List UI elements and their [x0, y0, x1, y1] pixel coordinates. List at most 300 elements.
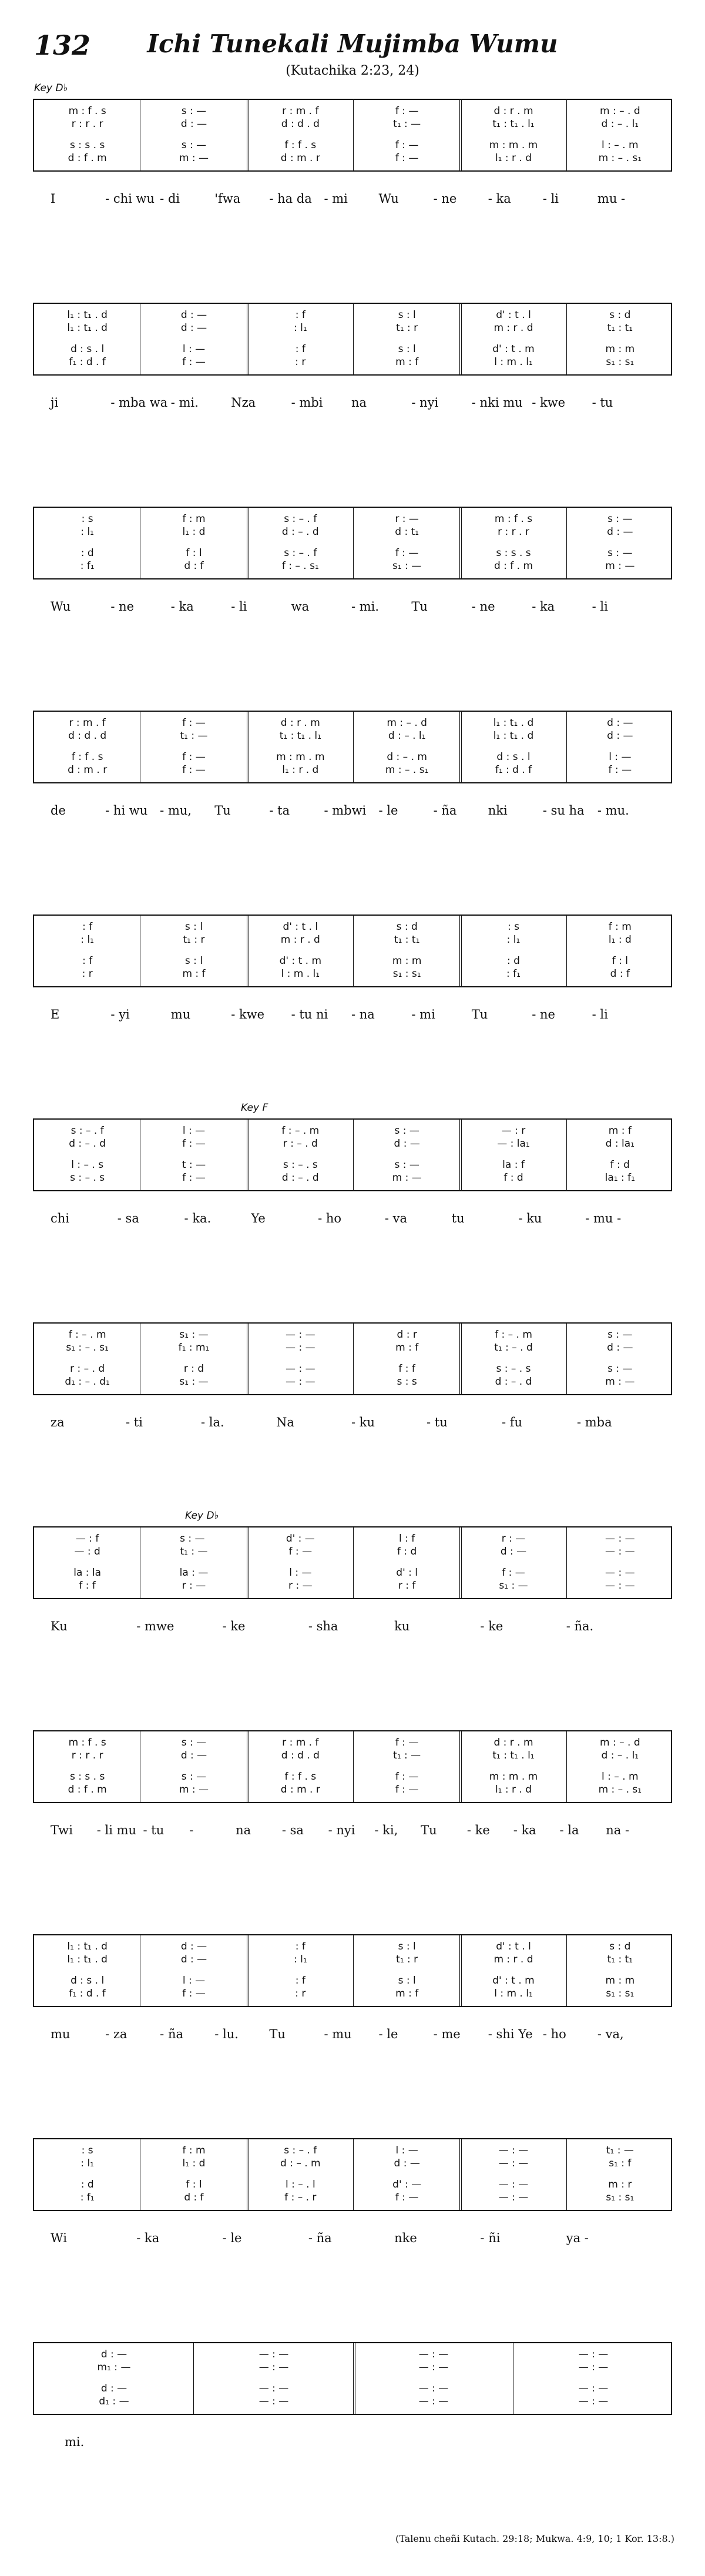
solfa-cell: f : —	[182, 356, 206, 368]
lyric-syllable: - mbwi	[324, 803, 367, 818]
voice-row	[34, 1940, 671, 1953]
solfa-cell: s : s . s	[70, 1771, 105, 1783]
lyric-syllable: - su ha	[542, 803, 585, 818]
voice-row	[34, 729, 671, 742]
solfa-cell: — : —	[286, 1363, 315, 1375]
solfa-cell: m : f	[182, 968, 206, 980]
solfa-cell: f : —	[395, 1784, 419, 1796]
solfa-cell: f : f . s	[284, 139, 317, 151]
lyric-syllable: - mi.	[170, 396, 199, 410]
solfa-cell: f : – . m	[281, 1125, 320, 1137]
solfa-cell: : f₁	[80, 2192, 95, 2203]
solfa-cell: — : r	[501, 1125, 526, 1137]
lyric-syllable: Tu	[471, 1007, 488, 1021]
solfa-cell: d : – . d	[281, 526, 319, 538]
solfa-cell: t₁ : t₁	[607, 1954, 633, 1965]
solfa-cell: m : m	[605, 343, 635, 355]
solfa-cell: s : —	[394, 1159, 419, 1171]
solfa-cell: l : – . m	[602, 1771, 639, 1783]
solfa-cell: f : —	[608, 764, 632, 776]
music-system	[33, 507, 672, 579]
lyric-syllable: - nyi	[328, 1823, 355, 1837]
voice-row	[34, 547, 671, 560]
voice-row	[34, 118, 671, 130]
voice-row	[34, 716, 671, 729]
lyric-syllable: - li	[542, 192, 559, 206]
lyric-syllable: - mu,	[160, 803, 192, 818]
solfa-cell: : f₁	[80, 560, 95, 572]
solfa-cell: d₁ : —	[99, 2396, 129, 2407]
solfa-cell: — : —	[498, 2192, 529, 2203]
solfa-cell: s : – . f	[70, 1125, 104, 1137]
solfa-cell: — : —	[578, 2396, 609, 2407]
solfa-cell: : s	[81, 2145, 93, 2156]
voice-row	[34, 2382, 671, 2395]
lyric-syllable: ya -	[566, 2231, 589, 2245]
solfa-cell: — : —	[258, 2383, 289, 2394]
solfa-cell: f₁ : m₁	[178, 1342, 210, 1354]
solfa-cell: l₁ : t₁ . d	[493, 730, 534, 742]
voice-row	[34, 1749, 671, 1762]
solfa-cell: l₁ : t₁ . d	[67, 1941, 108, 1952]
lyric-syllable: E	[51, 1007, 60, 1021]
lyric-syllable: - mbi	[291, 396, 323, 410]
solfa-cell: d : r	[397, 1329, 417, 1341]
solfa-cell: — : —	[605, 1533, 635, 1545]
solfa-cell: l₁ : r . d	[495, 1784, 532, 1796]
voice-row	[34, 1158, 671, 1171]
solfa-cell: d : —	[180, 1750, 207, 1761]
lyric-syllable: - ku	[351, 1415, 375, 1429]
solfa-cell: s₁ : s₁	[606, 356, 634, 368]
solfa-cell: t₁ : —	[393, 1750, 421, 1761]
solfa-cell: d : —	[607, 717, 633, 729]
solfa-cell: r : —	[501, 1533, 526, 1545]
solfa-cell: la : f	[502, 1159, 525, 1171]
solfa-cell: m : f . s	[68, 1737, 106, 1748]
solfa-cell: d : m . r	[68, 764, 108, 776]
voice-row	[34, 1770, 671, 1783]
solfa-cell: s : l	[184, 955, 203, 967]
solfa-cell: s : – . s	[496, 1363, 531, 1375]
solfa-cell: f : —	[182, 1138, 206, 1150]
solfa-cell: s : —	[394, 1125, 419, 1137]
solfa-cell: s₁ : s₁	[606, 2192, 634, 2203]
voice-row	[34, 920, 671, 933]
solfa-cell: f : d	[397, 1546, 417, 1557]
solfa-cell: r : —	[395, 513, 419, 525]
lyric-syllable: - le	[222, 2231, 242, 2245]
solfa-cell: s : —	[181, 139, 207, 151]
solfa-cell: d : m . r	[280, 152, 320, 164]
lyric-syllable: za	[51, 1415, 65, 1429]
solfa-cell: d : – . d	[495, 1376, 532, 1388]
lyric-syllable: - ka.	[184, 1211, 212, 1225]
solfa-cell: l₁ : d	[608, 934, 632, 946]
voice-row	[34, 2348, 671, 2361]
lyric-syllable: - me	[433, 2027, 461, 2041]
solfa-cell: f : – . m	[495, 1329, 532, 1341]
solfa-cell: — : —	[286, 1342, 315, 1354]
lyric-syllable: - tu	[592, 396, 613, 410]
solfa-cell: f : —	[288, 1546, 313, 1557]
lyric-syllable: - ñi	[480, 2231, 501, 2245]
solfa-cell: s : l	[398, 1941, 416, 1952]
solfa-cell: d : – . m	[280, 2158, 321, 2169]
solfa-cell: m : f	[395, 1988, 419, 1999]
lyric-syllable: Twi	[51, 1823, 73, 1837]
lyric-syllable: - ña	[433, 803, 457, 818]
solfa-cell: d : s . l	[70, 1975, 105, 1987]
solfa-cell: f : l	[612, 955, 628, 967]
solfa-cell: d' : t . l	[496, 309, 531, 321]
lyric-syllable: - shi Ye	[488, 2027, 533, 2041]
lyric-syllable: - ha da	[269, 192, 312, 206]
solfa-cell: s : – . f	[284, 2145, 317, 2156]
solfa-cell: d : r . m	[494, 1737, 533, 1748]
solfa-cell: — : —	[418, 2349, 449, 2360]
lyric-syllable: - li	[592, 599, 608, 614]
lyric-syllable: - ne	[532, 1007, 555, 1021]
voice-row	[34, 1579, 671, 1592]
voice-row	[34, 954, 671, 967]
footnote: (Talenu cheñi Kutach. 29:18; Mukwa. 4:9, 10; 1 Kor. 13:8.)	[395, 2533, 674, 2544]
solfa-cell: — : —	[418, 2361, 449, 2373]
lyric-syllable: nki	[488, 803, 508, 818]
solfa-cell: s₁ : – . s₁	[66, 1342, 109, 1354]
solfa-cell: s : l	[398, 343, 416, 355]
lyric-syllable: - ne	[433, 192, 457, 206]
solfa-cell: la : la	[73, 1567, 102, 1579]
solfa-cell: r : —	[182, 1580, 206, 1592]
voice-row	[34, 1974, 671, 1987]
solfa-cell: f : —	[182, 751, 206, 763]
solfa-cell: t₁ : t₁ . l₁	[279, 730, 321, 742]
lyric-syllable: - nyi	[411, 396, 439, 410]
solfa-cell: d : —	[180, 1954, 207, 1965]
lyric-syllable: - mba	[577, 1415, 612, 1429]
lyric-syllable: Tu	[214, 803, 231, 818]
solfa-cell: l : m . l₁	[494, 1988, 533, 1999]
voice-row	[34, 1545, 671, 1558]
solfa-cell: d' : —	[392, 2179, 422, 2190]
lyric-syllable: 'fwa	[214, 192, 241, 206]
lyric-syllable: - mwe	[136, 1619, 174, 1633]
solfa-cell: s : l	[184, 921, 203, 933]
lyric-syllable: mu	[51, 2027, 70, 2041]
lyric-syllable: Wu	[51, 599, 71, 614]
lyric-syllable: - va,	[597, 2027, 624, 2041]
lyric-syllable: na -	[606, 1823, 630, 1837]
voice-row	[34, 1137, 671, 1150]
lyric-syllable: - za	[105, 2027, 127, 2041]
voice-row	[34, 152, 671, 165]
lyric-syllable: ji	[51, 396, 59, 410]
scripture-reference: (Kutachika 2:23, 24)	[286, 63, 419, 78]
solfa-cell: f : —	[502, 1567, 525, 1579]
lyric-syllable: Ye	[251, 1211, 266, 1225]
lyric-syllable: - li	[592, 1007, 608, 1021]
solfa-cell: m : f . s	[494, 513, 533, 525]
voice-row	[34, 2191, 671, 2204]
solfa-cell: d : —	[180, 309, 207, 321]
solfa-cell: : d	[80, 2179, 94, 2190]
solfa-cell: t₁ : r	[396, 1954, 418, 1965]
lyric-syllable: - mba wa	[110, 396, 168, 410]
solfa-cell: f : – . r	[284, 2192, 317, 2203]
solfa-cell: m : r . d	[494, 322, 533, 334]
lyric-syllable: Na	[276, 1415, 294, 1429]
solfa-cell: l : m . l₁	[494, 356, 533, 368]
lyric-syllable: - la	[559, 1823, 579, 1837]
solfa-cell: f : – . s₁	[281, 560, 319, 572]
solfa-cell: l : – . m	[602, 139, 639, 151]
lyric-syllable: mu -	[597, 192, 626, 206]
music-system	[33, 2138, 672, 2211]
solfa-cell: f : d	[610, 1159, 630, 1171]
solfa-cell: m : f . s	[68, 105, 106, 117]
lyric-syllable: - mu.	[597, 803, 629, 818]
solfa-cell: d' : t . m	[279, 955, 322, 967]
solfa-cell: s : – . s	[283, 1159, 318, 1171]
solfa-cell: r : – . d	[70, 1363, 105, 1375]
solfa-cell: d : —	[100, 2383, 127, 2394]
solfa-cell: f : —	[395, 139, 419, 151]
solfa-cell: : r	[295, 1988, 306, 1999]
lyric-syllable: - ke	[480, 1619, 503, 1633]
lyric-syllable: tu	[451, 1211, 465, 1225]
solfa-cell: d : —	[607, 526, 633, 538]
solfa-cell: m : m	[392, 955, 422, 967]
voice-row	[34, 343, 671, 356]
solfa-cell: — : —	[578, 2349, 609, 2360]
lyric-syllable: mi.	[65, 2435, 85, 2449]
music-system	[33, 1934, 672, 2007]
solfa-cell: — : —	[605, 1546, 635, 1557]
solfa-cell: — : —	[258, 2396, 289, 2407]
lyric-syllable: - ku	[518, 1211, 542, 1225]
solfa-cell: : f	[295, 309, 306, 321]
lyric-syllable: Wi	[51, 2231, 67, 2245]
solfa-cell: f : l	[186, 2179, 202, 2190]
solfa-cell: d : s . l	[496, 751, 531, 763]
lyric-syllable: - sa	[281, 1823, 304, 1837]
lyric-syllable: - ka	[488, 192, 511, 206]
solfa-cell: t₁ : t₁	[394, 934, 420, 946]
solfa-cell: d : —	[100, 2349, 127, 2360]
solfa-cell: l₁ : r . d	[495, 152, 532, 164]
solfa-cell: d' : —	[286, 1533, 315, 1545]
lyric-syllable: - ka	[532, 599, 555, 614]
solfa-cell: d : —	[607, 730, 633, 742]
music-system	[33, 99, 672, 172]
solfa-cell: — : —	[286, 1329, 315, 1341]
solfa-cell: s : —	[181, 1771, 207, 1783]
solfa-cell: m : – . d	[600, 1737, 640, 1748]
solfa-cell: t₁ : t₁	[607, 322, 633, 334]
lyric-syllable: - ne	[110, 599, 135, 614]
lyric-syllable: - hi wu	[105, 803, 148, 818]
solfa-cell: f : f . s	[284, 1771, 317, 1783]
solfa-cell: : d	[507, 955, 520, 967]
solfa-cell: l : f	[399, 1533, 415, 1545]
solfa-cell: r : m . f	[69, 717, 106, 729]
lyric-syllable: - tu ni	[291, 1007, 328, 1021]
solfa-cell: m : f	[395, 1342, 419, 1354]
solfa-cell: — : d	[74, 1546, 100, 1557]
solfa-cell: : f	[82, 921, 93, 933]
lyric-syllable: - mi.	[351, 599, 380, 614]
voice-row	[34, 1375, 671, 1388]
voice-row	[34, 525, 671, 538]
music-system	[33, 2342, 672, 2415]
lyric-syllable: - ña	[308, 2231, 332, 2245]
lyric-syllable: - sha	[308, 1619, 338, 1633]
voice-row	[34, 2395, 671, 2408]
solfa-cell: s : s	[397, 1376, 417, 1388]
voice-row	[34, 105, 671, 118]
solfa-cell: l : —	[182, 1975, 206, 1987]
solfa-cell: : f	[82, 955, 93, 967]
voice-row	[34, 1736, 671, 1749]
solfa-cell: t₁ : —	[606, 2145, 634, 2156]
lyric-syllable: na	[351, 396, 367, 410]
solfa-cell: s : —	[607, 547, 633, 559]
lyric-syllable: - kwe	[231, 1007, 265, 1021]
lyric-syllable: - le	[378, 803, 398, 818]
voice-row	[34, 512, 671, 525]
solfa-cell: s₁ : —	[179, 1376, 209, 1388]
solfa-cell: d' : l	[396, 1567, 418, 1579]
voice-row	[34, 751, 671, 763]
solfa-cell: s : —	[181, 105, 207, 117]
solfa-cell: — : la₁	[497, 1138, 530, 1150]
solfa-cell: l : —	[609, 751, 632, 763]
solfa-cell: — : —	[498, 2179, 529, 2190]
solfa-cell: s₁ : s₁	[606, 1988, 634, 1999]
lyric-syllable: - le	[378, 2027, 398, 2041]
lyric-syllable: - ka	[513, 1823, 536, 1837]
solfa-cell: l₁ : r . d	[282, 764, 319, 776]
lyric-syllable: - sa	[117, 1211, 139, 1225]
solfa-cell: l : —	[395, 2145, 418, 2156]
lyric-syllable: - tu	[143, 1823, 164, 1837]
solfa-cell: m : f	[395, 356, 419, 368]
solfa-cell: : f₁	[506, 968, 521, 980]
solfa-cell: s : – . f	[284, 547, 317, 559]
voice-row	[34, 2178, 671, 2191]
key-signature: Key D♭	[34, 82, 68, 94]
lyric-syllable: - chi wu	[105, 192, 155, 206]
solfa-cell: l : —	[182, 1125, 206, 1137]
solfa-cell: la : —	[179, 1567, 209, 1579]
solfa-cell: f : f	[398, 1363, 415, 1375]
solfa-cell: d : —	[180, 322, 207, 334]
voice-row	[34, 2361, 671, 2374]
solfa-cell: f : —	[182, 1988, 206, 1999]
solfa-cell: d : f . m	[494, 560, 533, 572]
solfa-cell: m : f	[608, 1125, 632, 1137]
solfa-cell: : r	[82, 968, 93, 980]
solfa-cell: d : —	[180, 1941, 207, 1952]
voice-row	[34, 309, 671, 321]
solfa-cell: l₁ : t₁ . d	[67, 309, 108, 321]
solfa-cell: m : m	[605, 1975, 635, 1987]
lyric-syllable: mu	[170, 1007, 191, 1021]
voice-row	[34, 1987, 671, 2000]
music-system	[33, 303, 672, 376]
solfa-cell: m : r . d	[494, 1954, 533, 1965]
solfa-cell: s₁ : s₁	[392, 968, 421, 980]
solfa-cell: d : —	[180, 118, 207, 130]
lyric-syllable: nke	[394, 2231, 417, 2245]
music-system	[33, 711, 672, 783]
solfa-cell: : f	[295, 1975, 306, 1987]
lyric-syllable: -	[189, 1823, 194, 1837]
solfa-cell: — : f	[75, 1533, 99, 1545]
solfa-cell: f : m	[182, 2145, 206, 2156]
voice-row	[34, 763, 671, 776]
solfa-cell: — : —	[578, 2383, 609, 2394]
lyric-syllable: na	[236, 1823, 251, 1837]
solfa-cell: m : —	[179, 1784, 209, 1796]
solfa-cell: m : – . d	[600, 105, 640, 117]
solfa-cell: f : —	[395, 547, 419, 559]
solfa-cell: m : —	[605, 560, 635, 572]
solfa-cell: t : —	[182, 1159, 206, 1171]
solfa-cell: d : r . m	[280, 717, 320, 729]
solfa-cell: f : —	[182, 717, 206, 729]
solfa-cell: r : m . f	[282, 1737, 319, 1748]
solfa-cell: s : —	[181, 1737, 207, 1748]
voice-row	[34, 967, 671, 980]
solfa-cell: d : – . l₁	[601, 1750, 639, 1761]
voice-row	[34, 1341, 671, 1354]
solfa-cell: — : —	[605, 1580, 635, 1592]
lyric-syllable: - ki,	[374, 1823, 398, 1837]
solfa-cell: s : —	[607, 513, 633, 525]
solfa-cell: — : —	[258, 2349, 289, 2360]
solfa-cell: — : —	[498, 2145, 529, 2156]
voice-row	[34, 356, 671, 369]
lyric-syllable: - tu	[427, 1415, 448, 1429]
solfa-cell: m : r . d	[280, 934, 320, 946]
solfa-cell: m : m . m	[489, 1771, 538, 1783]
solfa-cell: m : —	[179, 152, 209, 164]
music-system	[33, 1118, 672, 1191]
solfa-cell: d : r . m	[494, 105, 533, 117]
lyric-syllable: Tu	[269, 2027, 286, 2041]
solfa-cell: s : d	[609, 309, 631, 321]
solfa-cell: d : m . r	[280, 1784, 320, 1796]
solfa-cell: t₁ : – . d	[494, 1342, 533, 1354]
solfa-cell: — : —	[418, 2396, 449, 2407]
solfa-cell: f : —	[182, 1172, 206, 1184]
solfa-cell: d : d . d	[281, 118, 320, 130]
solfa-cell: — : —	[286, 1376, 315, 1388]
solfa-cell: : r	[295, 356, 306, 368]
solfa-cell: : l₁	[293, 1954, 307, 1965]
solfa-cell: d : —	[500, 1546, 527, 1557]
solfa-cell: f₁ : d . f	[69, 1988, 106, 1999]
lyric-syllable: wa	[291, 599, 310, 614]
solfa-cell: f : m	[608, 921, 632, 933]
solfa-cell: d : – . m	[387, 751, 427, 763]
solfa-cell: r : – . d	[283, 1138, 318, 1150]
solfa-cell: l : —	[182, 343, 206, 355]
lyric-syllable: - ke	[466, 1823, 490, 1837]
solfa-cell: — : —	[418, 2383, 449, 2394]
